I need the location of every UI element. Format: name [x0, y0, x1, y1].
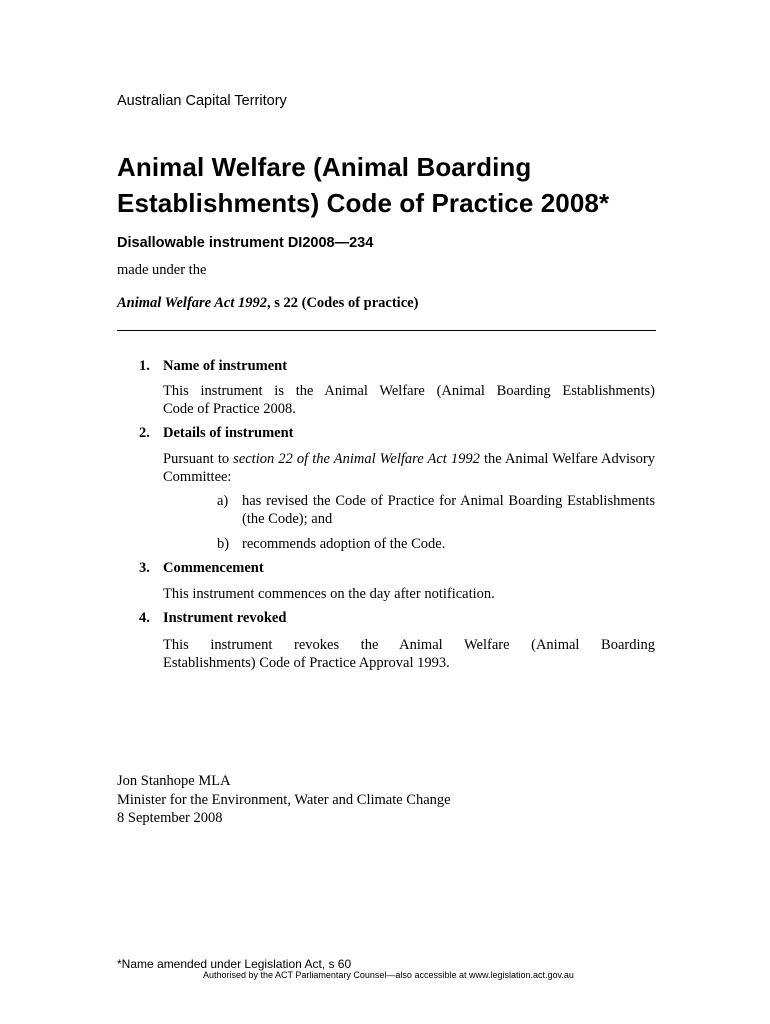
section-2-number: 2.	[139, 425, 150, 441]
section-3-number: 3.	[139, 560, 150, 576]
signature-date: 8 September 2008	[117, 810, 223, 826]
signatory-name: Jon Stanhope MLA	[117, 773, 231, 789]
section-4-body-line-2: Establishments) Code of Practice Approval 1993.	[163, 655, 450, 671]
section-1-body-line-2: Code of Practice 2008.	[163, 401, 296, 417]
section-2-body	[163, 450, 655, 486]
title-line-2: Establishments) Code of Practice 2008*	[117, 188, 610, 218]
section-2-body-prefix: Pursuant to	[163, 451, 234, 467]
section-3-heading: Commencement	[163, 560, 264, 576]
instrument-number: Disallowable instrument DI2008—234	[117, 235, 374, 251]
act-name: Animal Welfare Act 1992	[117, 295, 267, 311]
section-1-heading: Name of instrument	[163, 358, 288, 374]
section-3-body: This instrument commences on the day after notification.	[163, 586, 495, 602]
title-line-1: Animal Welfare (Animal Boarding	[117, 152, 532, 182]
list-item	[217, 492, 655, 528]
section-2-act-reference: section 22 of the Animal Welfare Act 1992	[233, 451, 480, 467]
jurisdiction-label: Australian Capital Territory	[117, 93, 287, 109]
section-1-body-line-1: This instrument is the Animal Welfare (Animal Boarding Establishments)	[163, 383, 655, 399]
section-4-heading: Instrument revoked	[163, 610, 287, 626]
list-item-text: recommends adoption of the Code.	[242, 536, 446, 552]
list-item-text: has revised the Code of Practice for Animal Boarding Establishments (the Code); and	[242, 493, 655, 527]
list-item-label: b)	[217, 536, 230, 552]
list-item	[217, 535, 655, 553]
act-reference	[117, 295, 418, 312]
made-under-text: made under the	[117, 262, 207, 278]
section-4-body	[163, 636, 655, 672]
signatory-block	[117, 772, 451, 828]
act-section: , s 22 (Codes of practice)	[266, 295, 419, 311]
section-4-body-line-1: This instrument revokes the Animal Welfare (Animal Boarding	[163, 637, 655, 653]
document-title	[117, 149, 609, 221]
section-1-body	[163, 382, 655, 418]
section-2-body-suffix: the Animal Welfare Advisory Committee:	[163, 451, 656, 485]
signatory-role: Minister for the Environment, Water and Climate Change	[117, 791, 451, 808]
list-item-label: a)	[217, 493, 229, 509]
section-4-number: 4.	[139, 610, 150, 626]
section-2-heading: Details of instrument	[163, 425, 294, 441]
page-footer: Authorised by the ACT Parliamentary Counsel—also accessible at www.legislation.act.gov.au	[203, 970, 574, 980]
section-1-number: 1.	[139, 358, 150, 374]
header-divider	[117, 330, 656, 331]
footnote: *Name amended under Legislation Act, s 60	[117, 957, 352, 971]
